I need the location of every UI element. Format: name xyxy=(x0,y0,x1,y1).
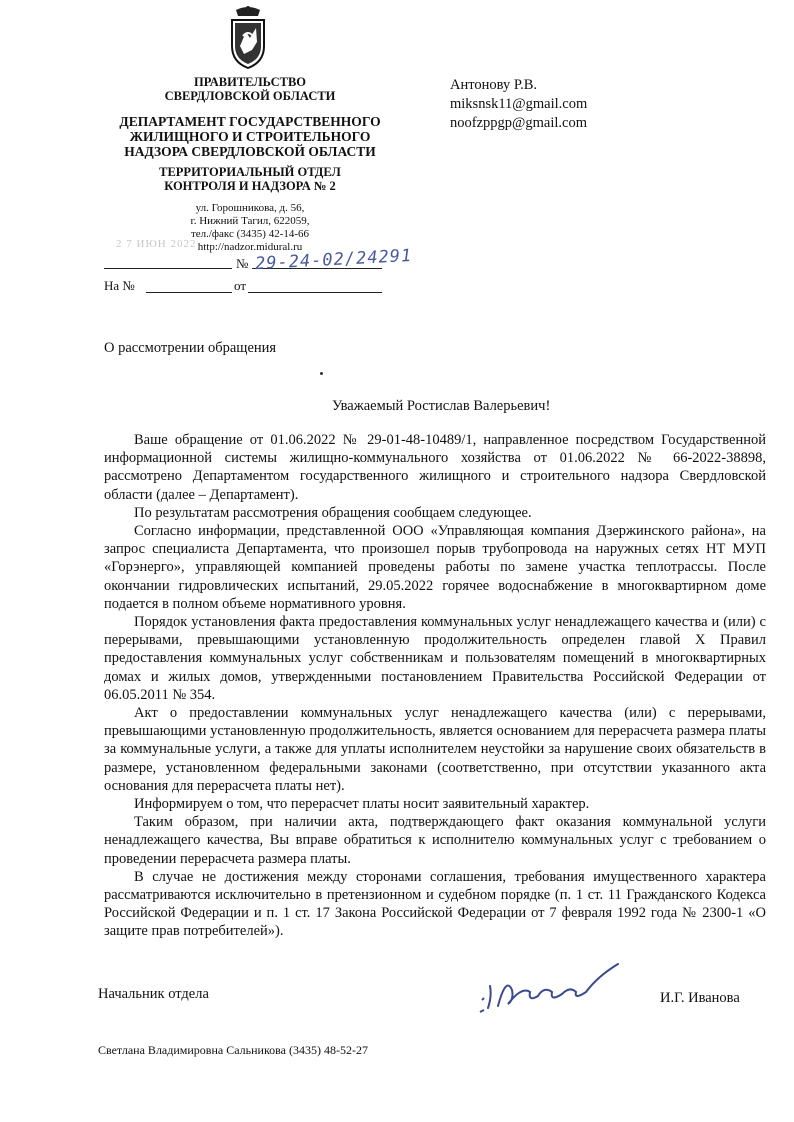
handwritten-signature-icon xyxy=(478,956,628,1016)
reply-date-label: от xyxy=(234,278,247,293)
ghost-stamp: 2 7 ИЮН 2022 xyxy=(116,238,197,250)
reply-to-label: На № xyxy=(104,278,135,293)
handwritten-reg-number: 29-24-02/24291 xyxy=(254,245,413,275)
address-line: http://nadzor.midural.ru xyxy=(197,241,303,253)
body-paragraph: В случае не достижения между сторонами соглашения, требования имущественного характера рассматриваются исключительно в претензионном и судебном порядке (п. 1 ст. 11 Гражданского Кодекса Российской Федерации и п. 1 ст. 17 Закона Российской Федерации от 7 февраля 1992 года № 2300-1 «О защите прав потребителей»). xyxy=(104,868,766,940)
signatory-name: И.Г. Иванова xyxy=(660,990,740,1006)
recipient-email: miksnsk11@gmail.com xyxy=(450,96,588,112)
reg-date-line xyxy=(104,268,232,269)
recipient-name: Антонову Р.В. xyxy=(450,77,538,93)
reply-date-line xyxy=(248,292,382,293)
body-paragraph: Порядок установления факта предоставления коммунальных услуг ненадлежащего качества и (или) с перерывами, превышающими установленную продолжительность определен главой X Правил предоставления коммунальных услуг собственникам и пользователям помещений в многоквартирных домах и жилых домов, утвержденными постановлением Правительства Российской Федерации от 06.05.2011 № 354. xyxy=(104,614,766,703)
speck xyxy=(320,372,323,375)
coat-of-arms-icon xyxy=(226,6,270,70)
letter-body xyxy=(104,431,766,941)
body-paragraph: Ваше обращение от 01.06.2022 № 29-01-48-10489/1, направленное посредством Государственной информационной системы жилищно-коммунального хозяйства от 01.06.2022 № 66-2022-38898, рассмотрено Департаментом государственного жилищного и строительного надзора Свердловской области (далее – Департамент). xyxy=(104,432,766,503)
body-paragraph: Согласно информации, представленной ООО «Управляющая компания Дзержинского района», на запрос специалиста Департамента, что произошел порыв трубопровода на наружных сетях НТ МУП «Горэнерго», управляющей компанией проведены работы по замене участка теплотрассы. После окончании гидровлических испытаний, 29.05.2022 горячее водоснабжение в многоквартирном доме подается в полном объеме нормативного уровня. xyxy=(104,523,766,612)
org-line: ДЕПАРТАМЕНТ ГОСУДАРСТВЕННОГО xyxy=(119,114,381,129)
org-line: ПРАВИТЕЛЬСТВО xyxy=(193,75,307,89)
org-territorial xyxy=(100,166,400,193)
executor-contact: Светлана Владимировна Сальникова (3435) 48-52-27 xyxy=(98,1043,368,1057)
letter-subject: О рассмотрении обращения xyxy=(104,340,277,356)
address-line: г. Нижний Тагил, 622059, xyxy=(190,215,310,227)
body-paragraph: Информируем о том, что перерасчет платы носит заявительный характер. xyxy=(134,796,590,813)
recipient-email: noofzppgp@gmail.com xyxy=(450,115,587,131)
body-paragraph: По результатам рассмотрения обращения сообщаем следующее. xyxy=(134,504,532,521)
org-department xyxy=(100,114,400,159)
recipient-block xyxy=(450,76,587,133)
org-government xyxy=(100,76,400,103)
body-paragraph: Таким образом, при наличии акта, подтверждающего факт оказания коммунальной услуги ненадлежащего качества, Вы вправе обратиться к исполнителю коммунальных услуг с требованием о проведении перерасчета размера платы. xyxy=(104,814,766,867)
address-line: тел./факс (3435) 42-14-66 xyxy=(190,228,310,240)
org-line: СВЕРДЛОВСКОЙ ОБЛАСТИ xyxy=(164,88,336,103)
org-line: ТЕРРИТОРИАЛЬНЫЙ ОТДЕЛ xyxy=(159,165,341,179)
signatory-title: Начальник отдела xyxy=(98,986,209,1002)
body-paragraph: Акт о предоставлении коммунальных услуг ненадлежащего качества (или) с перерывами, превышающими установленную продолжительность, является основанием для перерасчета размера платы за коммунальные услуги, а также для уплаты исполнителем неустойки за нарушение своих обязательств в размере, установленном федеральными законами (соответственно, при отсутствии указанного акта основания для перерасчета платы нет). xyxy=(104,705,766,794)
reply-number-line xyxy=(146,292,232,293)
org-line: НАДЗОРА СВЕРДЛОВСКОЙ ОБЛАСТИ xyxy=(124,144,376,159)
org-line: КОНТРОЛЯ И НАДЗОРА № 2 xyxy=(164,178,336,193)
letter-greeting: Уважаемый Ростислав Валерьевич! xyxy=(332,398,551,414)
org-line: ЖИЛИЩНОГО И СТРОИТЕЛЬНОГО xyxy=(129,129,371,144)
reg-number-sign: № xyxy=(236,256,249,271)
address-line: ул. Горошникова, д. 56, xyxy=(195,202,305,214)
